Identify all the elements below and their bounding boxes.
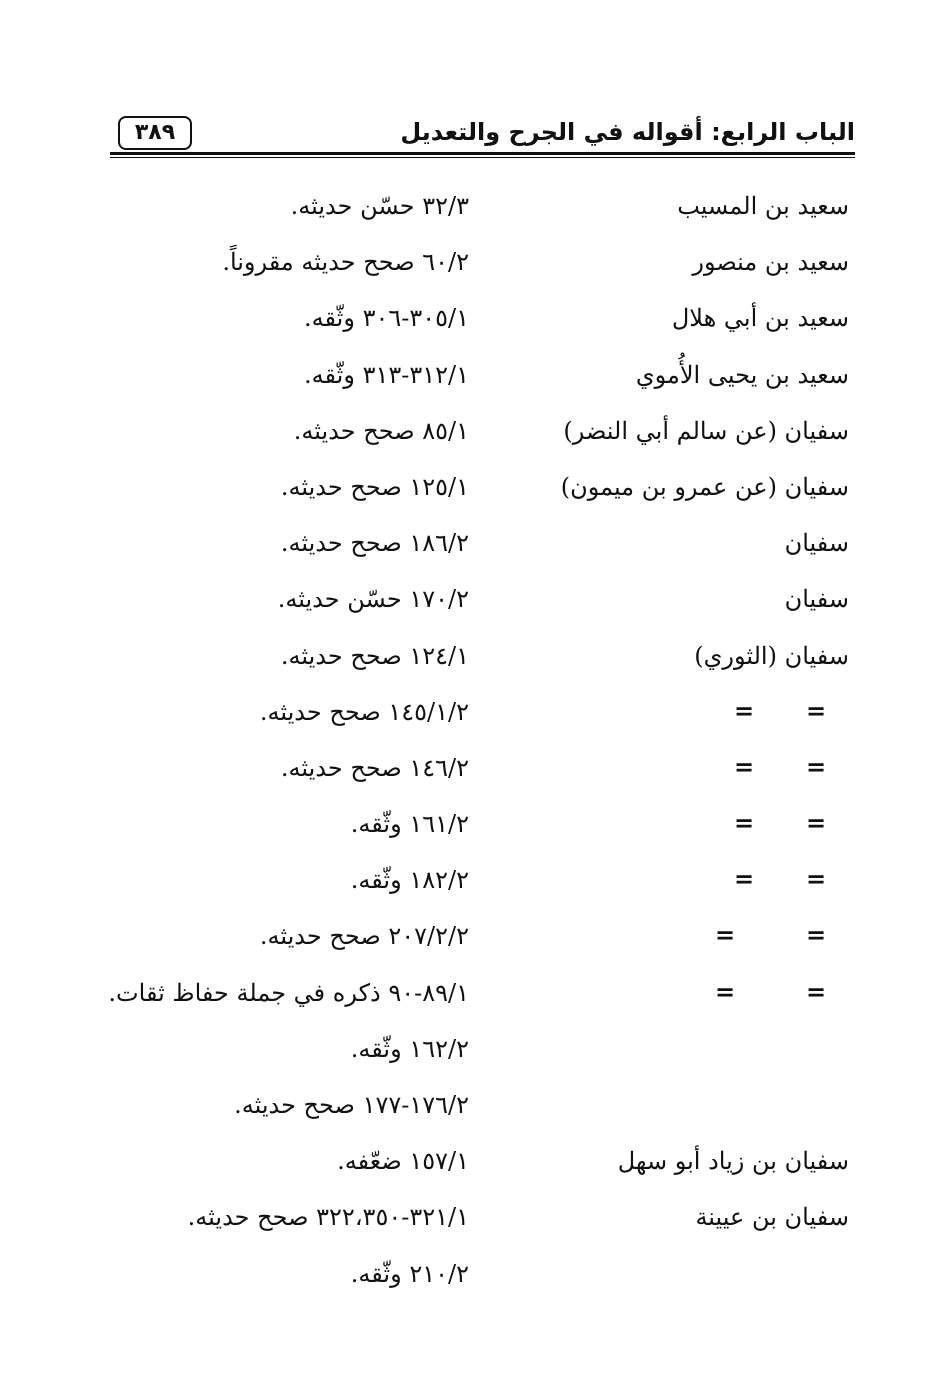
reference-text: ١٤٦/٢ صحح حديثه. bbox=[280, 753, 469, 782]
reference-text: ١٦١/٢ وثّقه. bbox=[350, 810, 469, 839]
list-item bbox=[0, 969, 941, 1025]
reference-text: ١٥٧/١ ضعّفه. bbox=[337, 1147, 469, 1176]
ditto-mark: = bbox=[734, 808, 755, 838]
list-item bbox=[0, 688, 941, 744]
ditto-mark: = bbox=[806, 695, 827, 725]
narrator-name: سعيد بن منصور bbox=[692, 248, 849, 277]
reference-text: ٢١٠/٢ وثّقه. bbox=[350, 1259, 469, 1288]
list-item bbox=[0, 519, 941, 575]
list-item bbox=[0, 575, 941, 631]
narrator-name: سفيان bbox=[784, 529, 849, 558]
list-item bbox=[0, 351, 941, 407]
reference-text: ١٧٠/٢ حسّن حديثه. bbox=[277, 585, 469, 614]
reference-text: ١٤٥/١/٢ صحح حديثه. bbox=[259, 697, 469, 726]
ditto-mark: = bbox=[806, 920, 827, 950]
ditto-mark: = bbox=[806, 751, 827, 781]
ditto-mark: = bbox=[715, 920, 736, 950]
list-item bbox=[0, 1193, 941, 1249]
chapter-title: الباب الرابع: أقواله في الجرح والتعديل bbox=[400, 118, 855, 146]
list-item bbox=[0, 1081, 941, 1137]
list-item bbox=[0, 856, 941, 912]
reference-text: ٢٠٧/٢/٢ صحح حديثه. bbox=[259, 922, 469, 951]
reference-text: ٦٠/٢ صحح حديثه مقروناً. bbox=[222, 248, 469, 277]
ditto-mark: = bbox=[734, 751, 755, 781]
reference-text: ١٢٤/١ صحح حديثه. bbox=[280, 641, 469, 670]
ditto-mark: = bbox=[806, 808, 827, 838]
narrator-name: سفيان بن عيينة bbox=[695, 1203, 849, 1232]
list-item bbox=[0, 294, 941, 350]
list-item bbox=[0, 744, 941, 800]
narrator-name: سفيان (عن سالم أبي النضر) bbox=[563, 416, 849, 445]
list-item bbox=[0, 182, 941, 238]
list-item bbox=[0, 407, 941, 463]
narrator-name: سفيان (الثوري) bbox=[694, 641, 849, 670]
list-item bbox=[0, 1250, 941, 1306]
narrator-name: سفيان بن زياد أبو سهل bbox=[617, 1147, 849, 1176]
narrator-list bbox=[0, 182, 941, 1306]
reference-text: ٣١٢/١-٣١٣ وثّقه. bbox=[304, 360, 469, 389]
list-item bbox=[0, 238, 941, 294]
reference-text: ٨٩/١-٩٠ ذكره في جملة حفاظ ثقات. bbox=[108, 978, 469, 1007]
list-item bbox=[0, 800, 941, 856]
list-item bbox=[0, 1137, 941, 1193]
reference-text: ١٧٦/٢-١٧٧ صحح حديثه. bbox=[234, 1091, 469, 1119]
list-item bbox=[0, 632, 941, 688]
reference-text: ١٨٦/٢ صحح حديثه. bbox=[280, 529, 469, 558]
list-item bbox=[0, 1025, 941, 1081]
narrator-name: سفيان bbox=[784, 585, 849, 614]
ditto-mark: = bbox=[734, 695, 755, 725]
reference-text: ٣٢١/١-٣٢٢،٣٥٠ صحح حديثه. bbox=[187, 1203, 469, 1232]
reference-text: ١٦٢/٢ وثّقه. bbox=[350, 1034, 469, 1063]
ditto-mark: = bbox=[734, 864, 755, 894]
reference-text: ١٢٥/١ صحح حديثه. bbox=[280, 472, 469, 501]
reference-text: ٨٥/١ صحح حديثه. bbox=[293, 416, 469, 445]
reference-text: ٣٠٥/١-٣٠٦ وثّقه. bbox=[304, 304, 469, 333]
header-rule-thin bbox=[110, 157, 855, 158]
narrator-name: سفيان (عن عمرو بن ميمون) bbox=[560, 472, 849, 501]
page-header bbox=[110, 112, 855, 158]
ditto-mark: = bbox=[715, 976, 736, 1006]
narrator-name: سعيد بن أبي هلال bbox=[671, 304, 849, 333]
list-item bbox=[0, 912, 941, 968]
reference-text: ١٨٢/٢ وثّقه. bbox=[350, 866, 469, 895]
narrator-name: سعيد بن يحيى الأُموي bbox=[635, 360, 849, 389]
page-number-badge: ٣٨٩ bbox=[118, 116, 192, 150]
ditto-mark: = bbox=[806, 864, 827, 894]
narrator-name: سعيد بن المسيب bbox=[677, 192, 849, 220]
reference-text: ٣٢/٣ حسّن حديثه. bbox=[290, 192, 469, 220]
header-rule-thick bbox=[110, 152, 855, 155]
list-item bbox=[0, 463, 941, 519]
ditto-mark: = bbox=[806, 976, 827, 1006]
